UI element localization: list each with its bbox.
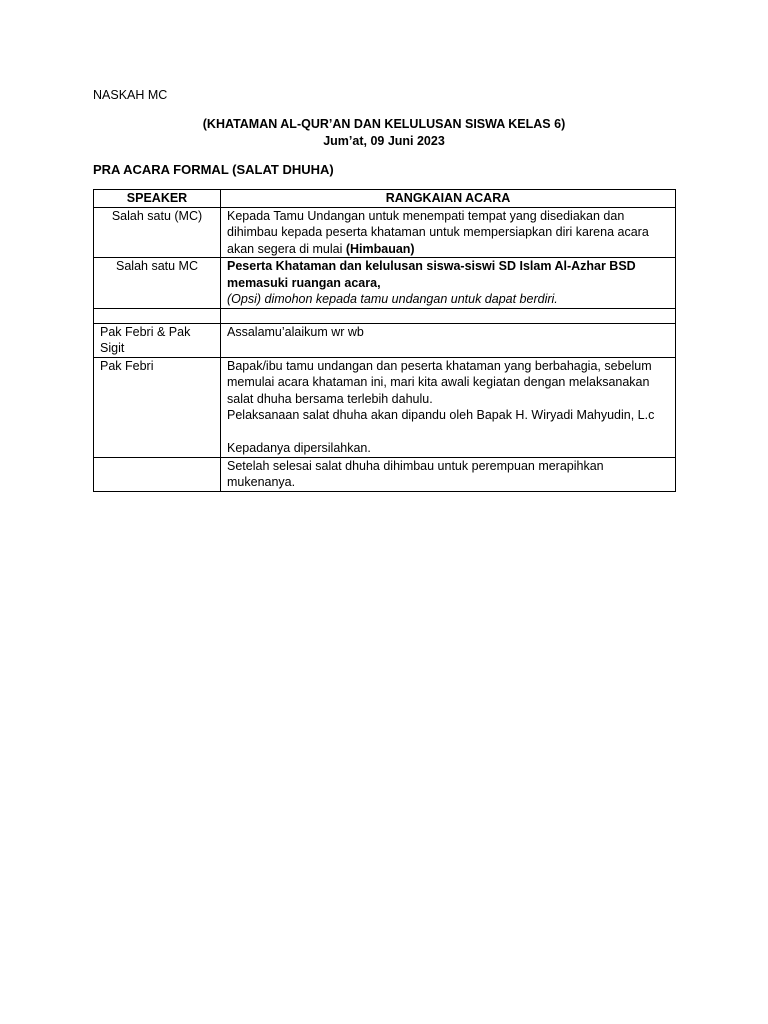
document-date: Jum’at, 09 Juni 2023 [323, 134, 445, 148]
speaker-cell [94, 308, 221, 323]
table-row [94, 323, 676, 357]
title-block [0, 116, 768, 150]
agenda-cell [221, 308, 676, 323]
agenda-text: Pelaksanaan salat dhuha akan dipandu oleh Bapak H. Wiryadi Mahyudin, L.c [227, 408, 655, 422]
document-label: NASKAH MC [93, 88, 168, 102]
table-header-row [94, 190, 676, 208]
speaker-cell: Pak Febri & Pak Sigit [94, 323, 221, 357]
speaker-cell: Salah satu MC [94, 258, 221, 309]
agenda-optional-note: (Opsi) dimohon kepada tamu undangan untuk dapat berdiri. [227, 292, 558, 306]
agenda-column-header: RANGKAIAN ACARA [221, 190, 676, 208]
table-row [94, 258, 676, 309]
agenda-cell: Setelah selesai salat dhuha dihimbau untuk perempuan merapihkan mukenanya. [221, 457, 676, 491]
agenda-text: Kepada Tamu Undangan untuk menempati tempat yang disediakan dan dihimbau kepada peserta khataman untuk mempersiapkan diri karena acara akan segera di mulai [227, 208, 649, 256]
speaker-cell: Salah satu (MC) [94, 207, 221, 258]
table-row [94, 357, 676, 457]
agenda-text: Bapak/ibu tamu undangan dan peserta khataman yang berbahagia, sebelum memulai acara khataman ini, mari kita awali kegiatan dengan melaksanakan salat dhuha bersama terlebih dahulu. [227, 358, 652, 406]
table-row [94, 457, 676, 491]
speaker-column-header: SPEAKER [94, 190, 221, 208]
agenda-table [93, 189, 676, 492]
section-heading: PRA ACARA FORMAL (SALAT DHUHA) [93, 162, 334, 177]
speaker-cell [94, 457, 221, 491]
agenda-text: Kepadanya dipersilahkan. [227, 441, 371, 455]
document-title: (KHATAMAN AL-QUR’AN DAN KELULUSAN SISWA KELAS 6) [202, 117, 566, 131]
agenda-text: Peserta Khataman dan kelulusan siswa-siswi SD Islam Al-Azhar BSD memasuki ruangan acara, [227, 259, 636, 290]
table-row [94, 308, 676, 323]
speaker-cell: Pak Febri [94, 357, 221, 457]
blank-line [227, 424, 669, 441]
agenda-cell [221, 357, 676, 457]
agenda-note: (Himbauan) [345, 241, 415, 256]
table-row [94, 207, 676, 258]
agenda-cell [221, 207, 676, 258]
agenda-cell [221, 258, 676, 309]
agenda-cell: Assalamu’alaikum wr wb [221, 323, 676, 357]
